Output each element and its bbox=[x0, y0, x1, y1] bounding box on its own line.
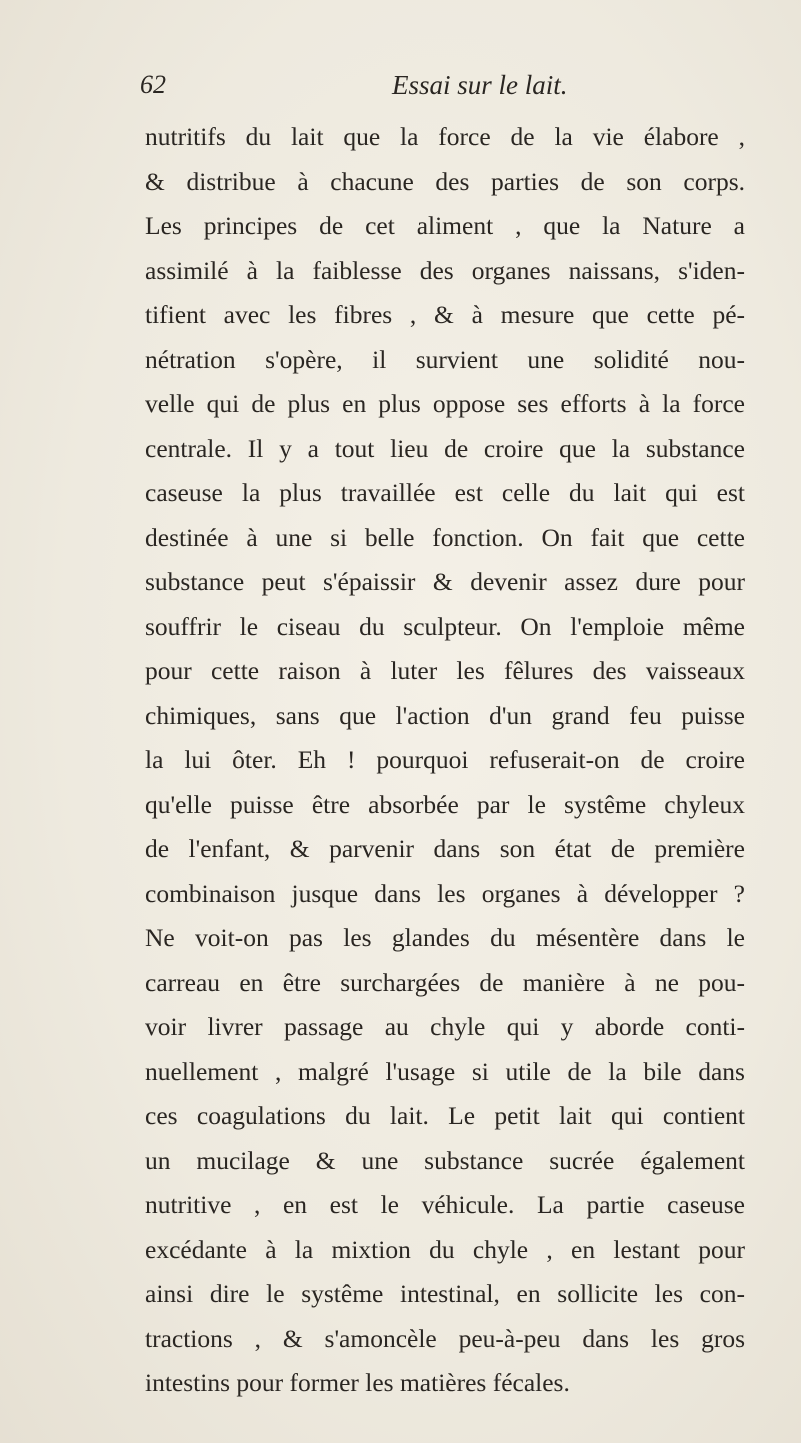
text-line: la lui ôter. Eh ! pourquoi refuserait-on de croire bbox=[145, 745, 745, 774]
text-line: nutritive , en est le véhicule. La partie caseuse bbox=[145, 1190, 745, 1219]
text-line: souffrir le ciseau du sculpteur. On l'emploie même bbox=[145, 611, 745, 641]
text-line: centrale. Il y a tout lieu de croire que la substance bbox=[145, 433, 745, 463]
text-line: pour cette raison à luter les fêlures des vaisseaux bbox=[145, 656, 745, 685]
running-head bbox=[140, 70, 740, 110]
text-line: qu'elle puisse être absorbée par le systême chyleux bbox=[145, 789, 745, 819]
text-line: nutritifs du lait que la force de la vie élabore , bbox=[145, 122, 745, 151]
text-line: carreau en être surchargées de manière à ne pou- bbox=[145, 967, 745, 997]
text-line: velle qui de plus en plus oppose ses efforts à la force bbox=[145, 389, 745, 418]
text-line: excédante à la mixtion du chyle , en lestant pour bbox=[145, 1234, 745, 1264]
body-text bbox=[145, 115, 745, 1406]
text-line: & distribue à chacune des parties de son corps. bbox=[145, 166, 745, 196]
text-line: nuellement , malgré l'usage si utile de la bile dans bbox=[145, 1056, 745, 1086]
text-line: un mucilage & une substance sucrée également bbox=[145, 1145, 745, 1175]
text-line: combinaison jusque dans les organes à développer ? bbox=[145, 878, 745, 908]
text-line: Les principes de cet aliment , que la Nature a bbox=[145, 211, 745, 240]
text-line: substance peut s'épaissir & devenir assez dure pour bbox=[145, 567, 745, 596]
text-line: voir livrer passage au chyle qui y aborde conti- bbox=[145, 1012, 745, 1041]
text-line: intestins pour former les matières fécales. bbox=[145, 1368, 570, 1397]
text-line: de l'enfant, & parvenir dans son état de première bbox=[145, 834, 745, 863]
text-line: ces coagulations du lait. Le petit lait qui contient bbox=[145, 1101, 745, 1130]
text-line: nétration s'opère, il survient une solidité nou- bbox=[145, 344, 745, 374]
page-number: 62 bbox=[140, 70, 166, 99]
text-line: caseuse la plus travaillée est celle du lait qui est bbox=[145, 478, 745, 507]
text-line: tractions , & s'amoncèle peu-à-peu dans les gros bbox=[145, 1323, 745, 1353]
running-title: Essai sur le lait. bbox=[392, 70, 568, 100]
text-line: chimiques, sans que l'action d'un grand feu puisse bbox=[145, 700, 745, 730]
text-line: ainsi dire le systême intestinal, en sollicite les con- bbox=[145, 1279, 745, 1308]
text-line: Ne voit-on pas les glandes du mésentère dans le bbox=[145, 923, 745, 952]
text-line: destinée à une si belle fonction. On fait que cette bbox=[145, 522, 745, 552]
text-line: tifient avec les fibres , & à mesure que cette pé- bbox=[145, 300, 745, 329]
text-line: assimilé à la faiblesse des organes naissans, s'iden- bbox=[145, 255, 745, 285]
